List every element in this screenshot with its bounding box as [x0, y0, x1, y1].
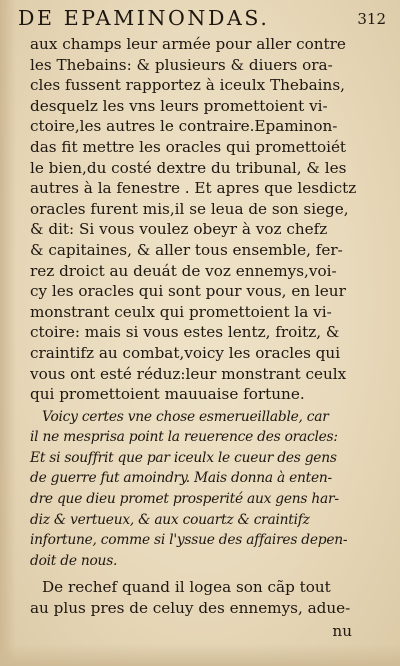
page-header [18, 6, 386, 36]
italic-paragraph [30, 407, 382, 572]
page-shadow-bottom [0, 644, 400, 666]
italic-line: Voicy certes vne chose esmerueillable, car [42, 408, 329, 425]
text-line: De rechef quand il logea son cãp tout [42, 578, 331, 597]
text-line: cles fussent rapportez à iceulx Thebains, [30, 76, 345, 95]
italic-line: Et si souffrit que par iceulx le cueur des gens [30, 449, 337, 466]
text-line: monstrant ceulx qui promettoient la vi- [30, 302, 332, 321]
text-line: desquelz les vns leurs promettoient vi- [30, 96, 328, 115]
text-line: & dit: Si vous voulez obeyr à voz chefz [30, 220, 328, 239]
text-line: les Thebains: & plusieurs & diuers ora- [30, 55, 333, 74]
text-line: oracles furent mis,il se leua de son siege, [30, 199, 349, 218]
text-line: rez droict au deuát de voz ennemys,voi- [30, 261, 337, 280]
text-line: vous ont esté réduz:leur monstrant ceulx [30, 364, 347, 383]
text-line: autres à la fenestre . Et apres que lesdictz [30, 179, 357, 198]
italic-line: il ne mesprisa point la reuerence des oracles: [30, 429, 338, 446]
text-line: & capitaines, & aller tous ensemble, fer- [30, 240, 343, 259]
italic-line: diz & vertueux, & aux couartz & craintifz [30, 511, 310, 528]
text-line: cy les oracles qui sont pour vous, en leur [30, 282, 346, 301]
italic-line: infortune, comme si l'yssue des affaires depen- [30, 532, 348, 549]
catchword: nu [332, 622, 352, 640]
text-line: ctoire,les autres le contraire.Epaminon- [30, 117, 338, 136]
text-line: ctoire: mais si vous estes lentz, froitz, & [30, 323, 340, 342]
text-line: aux champs leur armée pour aller contre [30, 35, 346, 53]
text-line: das fit mettre les oracles qui promettoiét [30, 137, 347, 156]
page-shadow-left [0, 0, 16, 666]
text-line: craintifz au combat,voicy les oracles qui [30, 343, 341, 362]
italic-line: doit de nous. [30, 552, 118, 569]
text-line: le bien,du costé dextre du tribunal, & les [30, 158, 347, 177]
running-head: DE EPAMINONDAS. [18, 6, 270, 30]
text-line: au plus pres de celuy des ennemys, adue- [30, 599, 351, 618]
body-text [30, 34, 382, 619]
text-line: qui promettoient mauuaise fortune. [30, 385, 305, 404]
final-paragraph [30, 577, 382, 618]
page-number: 312 [357, 10, 386, 28]
italic-line: dre que dieu promet prosperité aux gens har- [30, 491, 339, 508]
roman-paragraph [30, 34, 382, 405]
italic-line: de guerre fut amoindry. Mais donna à enten- [30, 470, 332, 487]
